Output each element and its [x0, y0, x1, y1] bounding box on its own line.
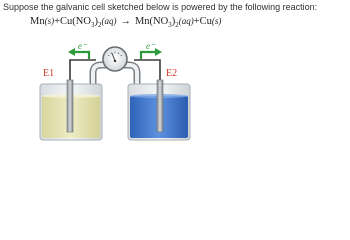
left-electrode [67, 80, 73, 132]
reactant-metal: Mn [30, 16, 45, 27]
reactant-salt-oxygen-subscript: 3 [90, 21, 95, 29]
right-electron-label: e⁻ [146, 41, 155, 51]
product-salt-oxygen-subscript: 3 [168, 21, 172, 29]
product-salt-close: ) [171, 16, 176, 27]
reactant-metal-state: (s) [44, 16, 55, 26]
reactant-salt-metal: Cu [60, 16, 73, 27]
reactant-salt-open: (NO [72, 16, 91, 27]
reactant-salt-state: (aq) [101, 16, 117, 26]
reactant-salt-close: ) [94, 16, 98, 27]
right-electrode [157, 80, 163, 132]
product-salt-state: (aq) [178, 16, 194, 26]
right-electrode-label: E2 [166, 68, 178, 79]
product-metal-state: (s) [211, 16, 222, 26]
left-electron-label: e⁻ [78, 41, 87, 51]
product-salt-metal: Mn [134, 16, 150, 27]
question-prompt: Suppose the galvanic cell sketched below is powered by the following reaction: [3, 2, 318, 12]
product-salt-open: (NO [149, 16, 169, 27]
product-metal: Cu [199, 16, 212, 27]
product-salt-nitrate-subscript: 2 [175, 21, 179, 29]
plus-sign: + [193, 16, 200, 27]
left-electrode-label: E1 [43, 68, 55, 79]
voltmeter-icon [103, 47, 127, 71]
reaction-arrow: → [120, 16, 131, 27]
plus-sign: + [54, 16, 61, 27]
reactant-salt-nitrate-subscript: 2 [97, 21, 102, 29]
